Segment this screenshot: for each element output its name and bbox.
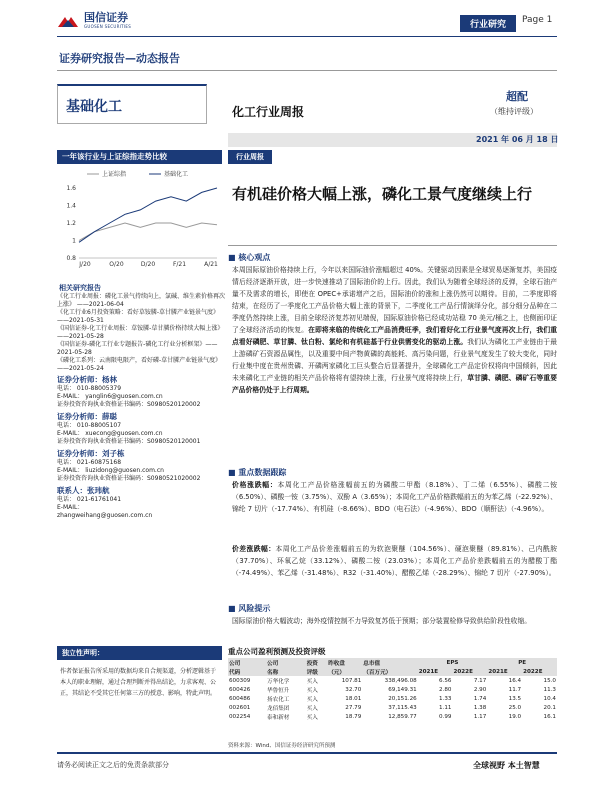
headline-divider [228,245,557,246]
table-subheader: 2021E [418,667,453,676]
related-item[interactable]: 《国信证券-化工行业周报：草铵膦-草甘膦价格持续大幅上涨》 ——2021-05-28 [57,325,224,340]
table-cell: 买入 [306,687,318,694]
table-cell: 7.17 [473,677,487,684]
table-header: 昨收盘 [327,658,362,667]
table-cell: 37,115.43 [388,704,417,711]
spread-paragraph [232,543,557,579]
table-subheader: 2022E [453,667,488,676]
table-cell: 12,859.77 [388,713,417,720]
legend-label: 基础化工 [164,171,189,178]
analyst-role: 证券分析师： [57,449,102,458]
table-cell: 107.81 [341,677,362,684]
analyst-tel: 电话： 021-60875168 [57,459,122,466]
table-cell: 买入 [306,696,318,703]
table-cell: 338,496.08 [384,677,417,684]
price-text: 本周化工产品价格涨幅前五的为磷酸二甲酯（8.18%）、丁二烯（6.55%）、磷酸二铵（6.50%）、磷酸一铵（3.75%）、双酚 A（3.65%）；本周化工产品价格跌幅前五的为苯乙烯（-22.92%）、锦纶 7 切片（-17.74%）、有机硅（-8.66%）、BDO（电石法）（-4.96%）、BDO（顺酐法）（-4.96%）。 [232,481,557,513]
table-subheader-row [228,667,557,676]
y-tick-label: 0.8 [66,255,76,262]
y-tick-label: 1.2 [66,220,76,227]
disclaimer-text: 作者保证报告所采用的数据均来自合规渠道，分析逻辑基于本人的职业理解，通过合理判断并得出结论，力求客观、公正，其结论不受其它任何第三方的授意、影响，特此声明。 [60,668,217,697]
industry-name: 基础化工 [66,99,122,115]
table-cell: 万华化学 [267,678,290,685]
related-item[interactable]: 《国信证券-磷化工行业专题报告-磷化工行业分析框架》——2021-05-28 [57,341,218,356]
table-cell: 1.74 [473,695,487,702]
related-list [57,293,227,373]
analyst-tel: 电话： 010-88005107 [57,422,122,429]
footer-disclaimer-link[interactable]: 请务必阅读正文之后的免责条款部分 [57,761,169,769]
table-subheader: （元） [327,667,362,676]
page-number: Page 1 [522,15,553,25]
table-source-note: 资料来源：Wind、国信证券经济研究所预测 [228,743,336,749]
analyst-entry [57,376,227,409]
table-title: 重点公司盈利预测及投资评级 [228,647,326,656]
analyst-cert: 证券投资咨询执业资格证书编码：S0980521020002 [57,475,201,482]
analyst-role: 联系人： [57,486,87,495]
chart-svg [57,166,222,271]
company-logo [57,12,131,29]
logo-subtext: GUOSEN SECURITIES [84,24,132,29]
weekly-tag: 行业周报 [228,150,272,164]
footer-divider [57,752,557,754]
table-cell: 华鲁恒升 [267,687,290,694]
price-paragraph [232,479,557,515]
y-tick-label: 1.4 [66,202,76,210]
analyst-tel: 电话： 010-88005379 [57,385,122,392]
table-cell: 1.17 [473,713,487,720]
table-cell: 11.3 [543,686,556,693]
table-cell: 泰和新材 [267,714,290,721]
series-line-1 [79,188,217,242]
analyst-name: 杨林 [102,375,117,384]
header-tag: 行业研究 [460,15,516,32]
table-cell: 2.80 [439,686,452,693]
analyst-role: 证券分析师： [57,375,102,384]
x-tick-label: A/21 [204,261,218,268]
table-subheader: 2021E [487,667,522,676]
table-cell: 11.7 [508,686,522,693]
table-subheader: 代码 [228,667,266,676]
table-cell: 买入 [306,714,318,721]
series-line-0 [79,223,217,241]
related-title: 相关研究报告 [59,284,101,292]
table-cell: 32.70 [345,686,362,693]
report-type: 化工行业周报 [232,105,305,119]
table-cell: 18.01 [345,695,362,702]
analyst-cert: 证券投资咨询执业资格证书编码：S0980520120002 [57,401,201,408]
y-tick-label: 1 [72,237,76,245]
legend-label: 上证综指 [102,171,127,178]
table-subheader: （百万元） [362,667,417,676]
table-row [228,685,557,694]
table-header: 投资 [306,658,327,667]
analyst-email[interactable]: E-MAIL： [57,504,84,511]
table-cell: 0.99 [439,713,452,720]
analyst-tel: 电话： 021-61761041 [57,496,122,503]
rating: 超配 [506,90,528,103]
rating-note: （维持评级） [490,107,538,116]
table-subheader: 名称 [266,667,306,676]
core-text: 本周国际原油价格持续上行，今年以来国际油价涨幅超过 40%。关键驱动因素是全球贸易逐渐复苏，美国疫情后经济逐渐开放，进一步快速推动了国际油价的上行。因此，我们认为随着全球经济的反弹，全球石油产量不及需求的增长，即使在 OPEC+承诺增产之后，国际油价的涨和上涨仍然可以期待。目前，二季度即将结束，在经历了一季度化工产品价格大幅上涨的背景下，二季度化工产品行情演绎分化，部分细分品种在二季度仍然持续上涨，目前全球经济复苏初见端倪，国际原油价格已经成功站稳 70 美元/桶之上，也侧面印证了全球经济活动的恢复。 [232,266,557,334]
x-tick-label: O/20 [109,261,124,268]
table-cell: 16.4 [508,677,522,684]
table-cell: 19.0 [508,713,522,720]
table-cell: 买入 [306,678,318,685]
table-cell: 1.38 [473,704,487,711]
table-row [228,703,557,712]
table-cell: 69,149.31 [388,686,417,693]
table-cell: 20.1 [543,704,556,711]
sidebar-chart-title: 一年该行业与上证综指走势比较 [57,150,222,164]
section-divider [57,70,557,71]
table-cell: 龙佰集团 [267,705,290,712]
table-cell: 16.1 [543,713,556,720]
table-header: PE [487,658,557,667]
analyst-name: 张玮航 [87,486,110,495]
analyst-email[interactable]: E-MAIL： xuecong@guosen.com.cn [57,430,163,437]
table-row [228,712,557,721]
analyst-entry [57,487,227,520]
table-cell: 27.79 [345,704,362,711]
analyst-email[interactable]: E-MAIL： liuzidong@guosen.com.cn [57,467,164,474]
table-cell: 002601 [229,704,251,711]
related-item[interactable]: 《磷化工系列：云南限电限产，看好磷-草甘膦产业链景气度》 ——2021-05-24 [57,357,222,372]
core-highlight-2: 草甘膦、磷肥、磷矿石等重要产品价格仍处于上行周期。 [232,374,558,394]
table-header: 公司 [266,658,306,667]
table-cell: 1.11 [439,704,452,711]
analyst-name: 刘子栋 [102,449,125,458]
forecast-table [228,658,557,721]
analyst-cert[interactable]: zhangweihang@guosen.com.cn [57,512,153,519]
table-cell: 10.4 [543,695,556,702]
table-cell: 扬农化工 [267,696,290,703]
table-cell: 20,151.26 [388,695,417,702]
table-header: 总市值 [362,658,417,667]
y-tick-label: 1.6 [66,185,76,192]
footer-slogan: 全球视野 本土智慧 [473,761,540,770]
analyst-role: 证券分析师： [57,412,102,421]
table-cell: 600486 [229,695,251,702]
section-title: 证券研究报告—动态报告 [59,52,180,65]
table-cell: 买入 [306,705,318,712]
table-header: EPS [418,658,488,667]
disclaimer-title: 独立性声明： [57,646,222,660]
x-tick-label: D/20 [140,261,156,268]
table-cell: 2.90 [473,686,487,693]
related-item[interactable]: 《化工行业周报：磷化工景气持续向上，氯碱、维生素价格再次上涨》 ——2021-06-04 [57,293,226,308]
table-cell: 13.5 [508,695,522,702]
analyst-name: 薛聪 [102,412,117,421]
core-text-2: 我们认为磷化工产业链由于最上游磷矿石资源品属性，以及重要中间产物黄磷的高能耗、高污染问题，行业景气度发生了较大变化，同时行业集中度在贵州贵磷、开磷两家磷化工巨头整合后显著提升，全球磷化工产品定价权将向中国倾斜，因此未来磷化工产业链的相关产品价格将有望持续上涨，行业景气度将持续上行， [232,338,558,382]
table-cell: 600426 [229,686,251,693]
analyst-entry [57,450,227,483]
table-cell: 25.0 [508,704,522,711]
core-title: ■ 核心观点 [228,253,271,262]
price-label: 价格涨跌幅： [232,481,278,489]
analyst-cert: 证券投资咨询执业资格证书编码：S0980520120001 [57,438,201,445]
analyst-block [57,376,227,520]
related-item[interactable]: 《化工行业6月投资策略：看好草铵膦-草甘膦产业链景气度》 ——2021-05-31 [57,309,219,324]
analyst-entry [57,413,227,446]
index-comparison-chart [57,166,222,275]
logo-icon [57,14,79,28]
table-subheader: 评级 [306,667,327,676]
table-cell: 600309 [229,677,251,684]
table-cell: 15.0 [543,677,556,684]
table-cell: 002254 [229,713,251,720]
risk-title: ■ 风险提示 [228,604,271,613]
risk-text: 国际原油价格大幅波动；海外疫情控制不力导致复苏低于预期；部分装置检修导致供给阶段性收缩。 [232,617,532,625]
logo-text: 国信证券 [84,11,128,24]
table-cell: 18.79 [345,713,362,720]
table-cell: 6.56 [439,677,452,684]
core-highlight: 在即将来临的传统化工产品消费旺季，我们看好化工行业景气度再次上行，我们重点看好磷肥、草甘膦、钛白粉、氯纶和有机硅基于行业供需变化的驱动上涨。 [232,326,558,346]
table-header-row [228,658,557,667]
header-divider [57,36,557,37]
data-title: ■ 重点数据跟踪 [228,468,287,477]
table-subheader: 2022E [522,667,557,676]
spread-text: 本周化工产品价差涨幅前五的为软泡聚醚（104.56%）、硬泡聚醚（89.81%）、己内酰胺（37.70%）、环氧乙烷（33.12%）、磷酸二铵（23.03%）；本周化工产品价差跌幅前五的为醋酸丁酯（-74.49%）、苯乙烯（-31.48%）、R32（-31.40%）、醋酸乙烯（-28.29%）、锦纶 7 切片（-27.90%）。 [232,545,557,577]
table-row [228,676,557,685]
headline: 有机硅价格大幅上涨，磷化工景气度继续上行 [232,185,533,203]
spread-label: 价差涨跌幅： [232,545,276,553]
table-row [228,694,557,703]
core-paragraph [232,264,557,396]
x-tick-label: J/20 [79,261,91,268]
table-cell: 1.33 [439,695,452,702]
x-tick-label: F/21 [172,261,187,268]
report-date: 2021 年 06 月 18 日 [476,135,559,144]
analyst-email[interactable]: E-MAIL： yanglin6@guosen.com.cn [57,393,163,400]
table-header: 公司 [228,658,266,667]
